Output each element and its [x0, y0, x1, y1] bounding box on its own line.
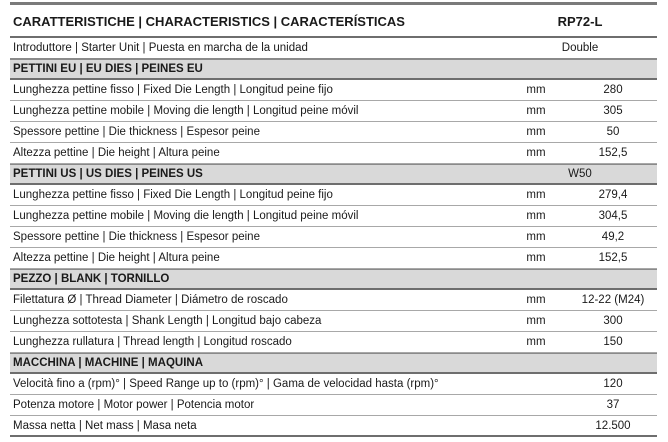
spec-unit: mm: [526, 84, 546, 96]
spec-label: Lunghezza sottotesta | Shank Length | Longitud bajo cabeza: [13, 315, 322, 327]
spec-row: [10, 374, 657, 395]
spec-row: [10, 311, 657, 332]
spec-value: 12.500: [595, 419, 631, 432]
section-header-row: [10, 269, 657, 290]
spec-label: Spessore pettine | Die thickness | Espesor peine: [13, 126, 260, 138]
spec-unit: mm: [526, 336, 546, 348]
spec-label: PETTINI US | US DIES | PEINES US: [13, 168, 203, 180]
spec-label: Lunghezza pettine fisso | Fixed Die Length | Longitud peine fijo: [13, 189, 333, 201]
table-title: CARATTERISTICHE | CHARACTERISTICS | CARACTERÍSTICAS: [13, 14, 405, 29]
spec-unit: mm: [526, 147, 546, 159]
spec-value: 150: [603, 336, 623, 348]
spec-value: 279,4: [598, 189, 628, 201]
spec-unit: mm: [526, 294, 546, 306]
spec-row: [10, 101, 657, 122]
spec-unit: mm: [526, 252, 546, 264]
spec-row: [10, 38, 657, 59]
section-header-row: [10, 59, 657, 80]
spec-label: Velocità fino a (rpm)° | Speed Range up to (rpm)° | Gama de velocidad hasta (rpm)°: [13, 378, 439, 390]
spec-label: Massa netta | Net mass | Masa neta: [13, 419, 197, 432]
section-header-row: [10, 164, 657, 185]
spec-value: 280: [603, 84, 623, 96]
spec-table: [10, 7, 657, 437]
spec-label: Spessore pettine | Die thickness | Espesor peine: [13, 231, 260, 243]
spec-row: [10, 290, 657, 311]
spec-row: [10, 416, 657, 437]
spec-value: W50: [568, 168, 592, 180]
spec-row: [10, 143, 657, 164]
spec-value: 152,5: [598, 252, 628, 264]
spec-unit: mm: [526, 210, 546, 222]
spec-unit: mm: [526, 105, 546, 117]
spec-row: [10, 332, 657, 353]
spec-unit: mm: [526, 189, 546, 201]
spec-value: 49,2: [601, 231, 625, 243]
spec-label: Altezza pettine | Die height | Altura peine: [13, 147, 220, 159]
spec-row: [10, 227, 657, 248]
spec-value: 50: [606, 126, 620, 138]
table-header-row: [10, 7, 657, 38]
spec-unit: mm: [526, 231, 546, 243]
spec-row: [10, 80, 657, 101]
spec-label: Potenza motore | Motor power | Potencia motor: [13, 399, 255, 411]
spec-value: 300: [603, 315, 623, 327]
spec-label: Filettatura Ø | Thread Diameter | Diámetro de roscado: [13, 294, 288, 306]
section-header-row: [10, 353, 657, 374]
spec-label: Lunghezza pettine mobile | Moving die length | Longitud peine móvil: [13, 210, 359, 222]
top-divider-bar: [10, 2, 657, 5]
spec-label: MACCHINA | MACHINE | MÁQUINA: [13, 357, 203, 369]
spec-value: Double: [561, 42, 599, 54]
spec-value: 37: [606, 399, 620, 411]
spec-value: 120: [603, 378, 623, 390]
model-name: RP72-L: [557, 14, 603, 29]
spec-value: 152,5: [598, 147, 628, 159]
spec-label: PEZZO | BLANK | TORNILLO: [13, 273, 170, 285]
spec-label: Introduttore | Starter Unit | Puesta en marcha de la unidad: [13, 42, 308, 54]
spec-unit: mm: [526, 126, 546, 138]
spec-label: PETTINI EU | EU DIES | PEINES EU: [13, 63, 203, 75]
spec-row: [10, 185, 657, 206]
spec-label: Lunghezza pettine mobile | Moving die length | Longitud peine móvil: [13, 105, 359, 117]
spec-label: Lunghezza rullatura | Thread length | Longitud roscado: [13, 336, 292, 348]
spec-row: [10, 206, 657, 227]
spec-row: [10, 248, 657, 269]
spec-row: [10, 395, 657, 416]
spec-label: Altezza pettine | Die height | Altura peine: [13, 252, 220, 264]
spec-value: 12-22 (M24): [581, 294, 645, 306]
spec-value: 304,5: [598, 210, 628, 222]
spec-table-body: [10, 38, 657, 437]
spec-row: [10, 122, 657, 143]
spec-value: 305: [603, 105, 623, 117]
spec-unit: mm: [526, 315, 546, 327]
spec-label: Lunghezza pettine fisso | Fixed Die Length | Longitud peine fijo: [13, 84, 333, 96]
